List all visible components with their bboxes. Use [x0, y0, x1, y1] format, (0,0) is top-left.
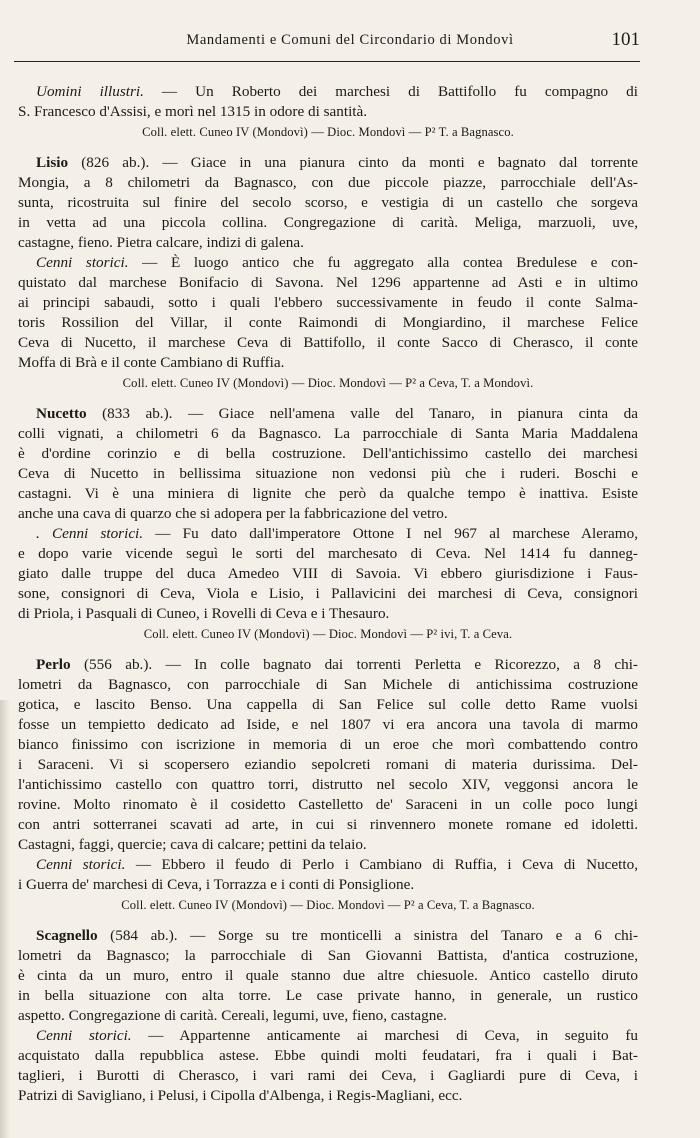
entry-nucetto [18, 404, 638, 644]
text-line: è cinta da un muro, entro il quale stanno due altre chiesuole. Antico castello diruto [18, 967, 638, 984]
text-line: quistato dal marchese Bonifacio di Savona. Nel 1296 appartenne ad Asti e in ultimo [18, 274, 638, 291]
text-line [18, 404, 638, 424]
text-line: Patrizi di Savigliano, i Pelusi, i Cipolla d'Albenga, i Regis-Magliani, ecc. [18, 1087, 463, 1104]
text-line: toris Rossilion del Villar, il conte Raimondi di Mongiardino, il marchese Felice [18, 314, 638, 331]
text-line: i Saraceni. Vi si scopersero eziandio sepolcreti romani di materia durissima. Del- [18, 756, 638, 773]
text-line: aspetto. Congregazione di carità. Cereali, legumi, uve, fieno, castagne. [18, 1007, 447, 1024]
text-line: Ceva di Nucetto in bellissima situazione non vedonsi più che i ruderi. Boschi e [18, 465, 638, 482]
text-line: castagne, fieno. Pietra calcare, indizi di galena. [18, 234, 304, 251]
text-line: l'antichissimo castello con quattro torri, distrutto nel secolo XIV, veggonsi ancora le [18, 776, 638, 793]
text-line: di Priola, i Pasquali di Cuneo, i Rovelli di Ceva e i Thesauro. [18, 605, 390, 622]
text-line [18, 82, 638, 102]
text-line: Castagni, faggi, quercie; cava di calcare; pettini da telaio. [18, 836, 367, 853]
text-line [18, 1026, 638, 1046]
text-line [18, 855, 638, 875]
text-line: castagni. Vi è una miniera di lignite che però da qualche tempo è inattiva. Esiste [18, 485, 638, 502]
section-label: Uomini illustri. [36, 83, 144, 100]
text-line: è d'ordine corinzio e di bella costruzione. Dell'antichissimo castello dei marchesi [18, 445, 638, 462]
electoral-note: Coll. elett. Cuneo IV (Mondovì) — Dioc. Mondovì — P² a Ceva, T. a Mondovì. [122, 376, 534, 390]
text-line: anche una cava di quarzo che si adopera per la fabbricazione del vetro. [18, 505, 448, 522]
entry-scagnello [18, 926, 638, 1106]
text-fragment: — È luogo antico che fu aggregato alla contea Bredulese e con- [128, 254, 638, 271]
entry-perlo [18, 655, 638, 915]
text-line: sone, consignori di Ceva, Viola e Lisio, i Pallavicini dei marchesi di Ceva, consignori [18, 585, 638, 602]
text-line: fosse un tempietto dedicato ad Iside, e nel 1807 vi era ancora una tavola di marmo [18, 716, 638, 733]
page-body [18, 82, 638, 1106]
text-fragment: (556 ab.). — In colle bagnato dai torrenti Perletta e Ricorezzo, a 8 chi- [70, 656, 638, 673]
text-fragment: — Ebbero il feudo di Perlo i Cambiano di Ruffia, i Ceva di Nucetto, [125, 856, 638, 873]
running-header [0, 30, 700, 54]
page-edge-shadow [0, 700, 10, 1138]
text-fragment: (826 ab.). — Giace in una pianura cinto da monti e bagnato dal torrente [68, 154, 638, 171]
text-line: sunta, ricostruita sul finire del secolo scorso, e vestigia di un castello che sorgeva [18, 194, 638, 211]
text-line: Moffa di Brà e il conte Cambiano di Ruffia. [18, 354, 285, 371]
entry-name: Scagnello [36, 927, 98, 944]
text-line: colli vignati, a chilometri 6 da Bagnasco. La parrocchiale di Santa Maria Maddalena [18, 425, 638, 442]
electoral-note: Coll. elett. Cuneo IV (Mondovì) — Dioc. Mondovì — P² ivi, T. a Ceva. [143, 627, 513, 641]
section-label: . Cenni storici. [36, 525, 144, 542]
uomini-illustri-paragraph [18, 82, 638, 142]
text-line [18, 926, 638, 946]
text-fragment: (833 ab.). — Giace nell'amena valle del Tanaro, in pianura cinta da [86, 405, 638, 422]
text-line [18, 655, 638, 675]
electoral-note: Coll. elett. Cuneo IV (Mondovì) — Dioc. Mondovì — P² a Ceva, T. a Bagnasco. [121, 898, 535, 912]
text-fragment: — Fu dato dall'imperatore Ottone I nel 967 al marchese Aleramo, [143, 525, 638, 542]
text-fragment: — Un Roberto dei marchesi di Battifollo fu compagno di [143, 83, 638, 100]
text-line: lometri da Bagnasco; la parrocchiale di San Giovanni Battista, d'antica costruzione, [18, 947, 638, 964]
page-number: 101 [611, 29, 640, 50]
header-rule [14, 61, 640, 62]
section-label: Cenni storici. [36, 856, 126, 873]
entry-name: Nucetto [36, 405, 87, 422]
text-line: bianco finissimo con iscrizione in memoria di un eroe che morì combattendo contro [18, 736, 638, 753]
section-label: Cenni storici. [36, 254, 129, 271]
text-line: e dopo varie vicende seguì le sorti del marchesato di Ceva. Nel 1414 fu danneg- [18, 545, 638, 562]
text-line: S. Francesco d'Assisi, e morì nel 1315 in odore di santità. [18, 103, 368, 120]
text-line [18, 524, 638, 544]
text-fragment: (584 ab.). — Sorge su tre monticelli a sinistra del Tanaro e a 6 chi- [97, 927, 638, 944]
text-line: i Guerra de' marchesi di Ceva, i Torrazza e i conti di Ponsiglione. [18, 876, 415, 893]
entry-name: Perlo [36, 656, 71, 673]
text-line: in vetta ad una piccola collina. Congregazione di carità. Meliga, marzuoli, uve, [18, 214, 638, 231]
header-title: Mandamenti e Comuni del Circondario di Mondovì [186, 32, 514, 48]
electoral-note: Coll. elett. Cuneo IV (Mondovì) — Dioc. Mondovì — P² T. a Bagnasco. [142, 125, 514, 139]
text-line: ai principi sabaudi, sotto i quali l'ebbero successivamente in feudo il conte Salma- [18, 294, 638, 311]
text-line: Mongia, a 8 chilometri da Bagnasco, con due piccole piazze, parrocchiale dell'As- [18, 174, 638, 191]
text-line: rovine. Molto rinomato è il cosidetto Castelletto de' Saraceni in un colle poco lungi [18, 796, 638, 813]
entry-name: Lisio [36, 154, 69, 171]
text-line: taglieri, i Burotti di Cherasco, i vari rami dei Ceva, i Gagliardi pure di Ceva, i [18, 1067, 638, 1084]
section-label: Cenni storici. [36, 1027, 132, 1044]
text-line [18, 253, 638, 273]
text-line: Ceva di Nucetto, il marchese Ceva di Battifollo, il conte Sacco di Cherasco, il conte [18, 334, 638, 351]
text-line: lometri da Bagnasco, con parrocchiale di San Michele di antichissima costruzione [18, 676, 638, 693]
text-line: acquistato dalla repubblica astese. Ebbe quindi molti feudatari, fra i quali i Bat- [18, 1047, 638, 1064]
text-line: giato dalle truppe del duca Amedeo VIII di Savoia. Vi ebbero giurisdizione i Faus- [18, 565, 638, 582]
text-line: gotica, e lascito Benso. Una cappella di San Felice sul colle detto Rame vuolsi [18, 696, 638, 713]
entry-lisio [18, 153, 638, 393]
text-fragment: — Appartenne anticamente ai marchesi di Ceva, in seguito fu [131, 1027, 638, 1044]
text-line [18, 153, 638, 173]
text-line: in bella situazione con alta torre. Le case private hanno, in generale, un rustico [18, 987, 638, 1004]
text-line: con antri sotterranei scavati ad arte, in cui si rinvennero monete romane ed idoletti. [18, 816, 638, 833]
